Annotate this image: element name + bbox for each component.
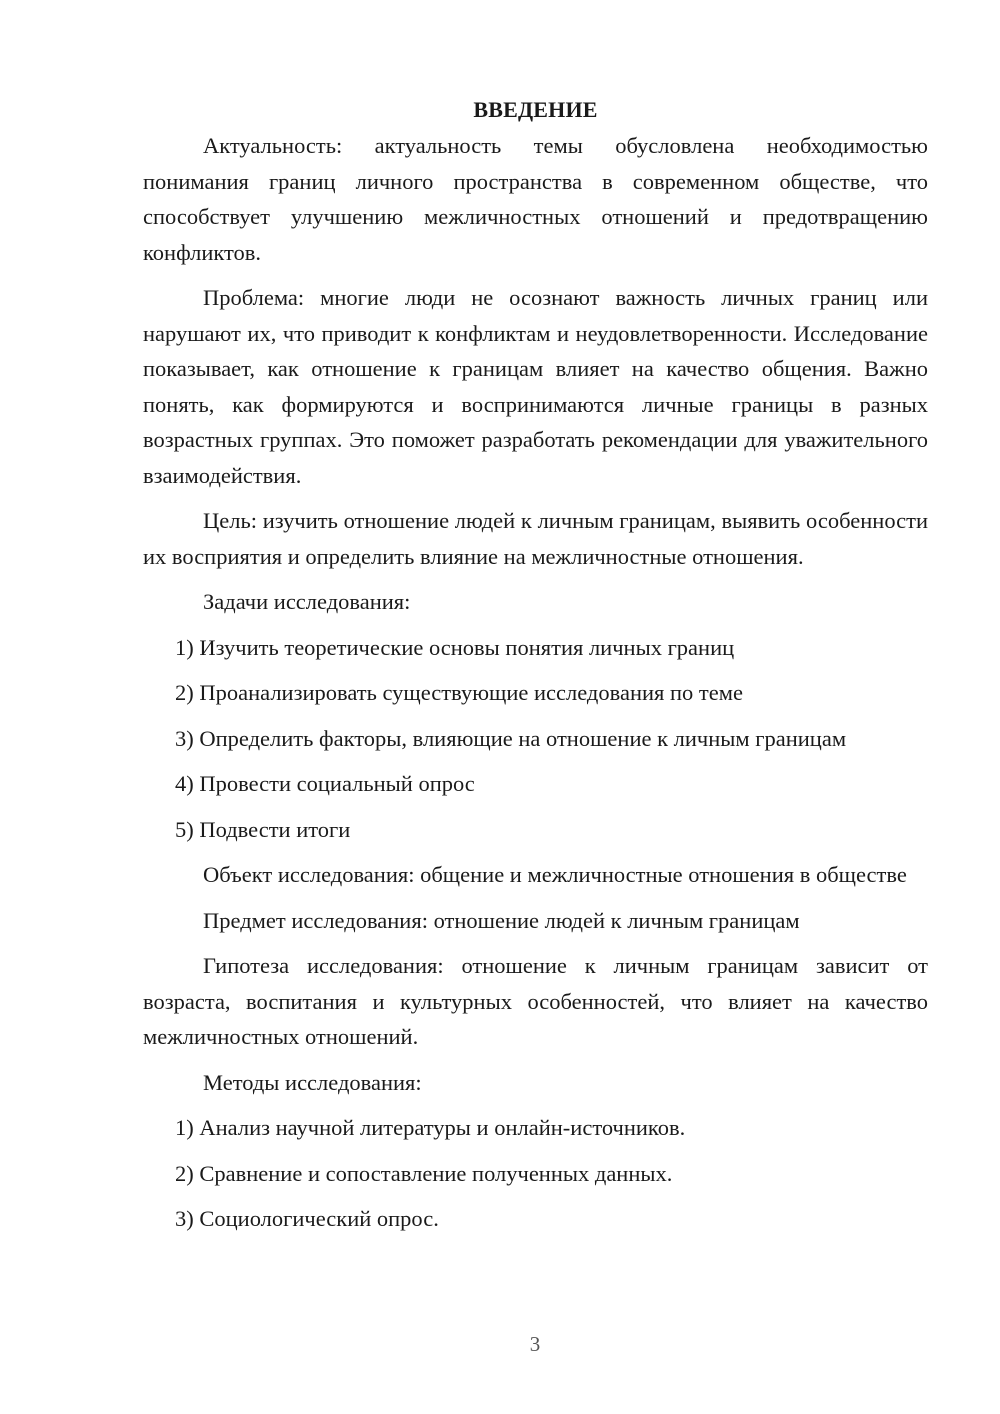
method-item: 2) Сравнение и сопоставление полученных данных. xyxy=(175,1160,673,1186)
hypothesis-paragraph: Гипотеза исследования: отношение к личным границам зависит от возраста, воспитания и культурных особенностей, что влияет на качество межличностных отношений. xyxy=(143,953,928,1049)
relevance-paragraph: Актуальность: актуальность темы обусловлена необходимостью понимания границ личного пространства в современном обществе, что способствует улучшению межличностных отношений и предотвращению конфликтов. xyxy=(143,133,928,265)
tasks-heading: Задачи исследования: xyxy=(203,589,411,614)
tasks-list xyxy=(143,630,928,848)
problem-paragraph: Проблема: многие люди не осознают важность личных границ или нарушают их, что приводит к конфликтам и неудовлетворенности. Исследование показывает, как отношение к границам влияет на качество общения. Важно понять, как формируются и воспринимаются личные границы в разных возрастных группах. Это поможет разработать рекомендации для уважительного взаимодействия. xyxy=(143,285,928,488)
task-item: 5) Подвести итоги xyxy=(175,816,351,842)
task-item: 2) Проанализировать существующие исследования по теме xyxy=(175,680,743,705)
task-item: 3) Определить факторы, влияющие на отношение к личным границам xyxy=(175,725,847,751)
document-page xyxy=(143,94,928,1247)
object-paragraph: Объект исследования: общение и межличностные отношения в обществе xyxy=(203,862,907,887)
task-item: 4) Провести социальный опрос xyxy=(175,771,475,796)
section-title: ВВЕДЕНИЕ xyxy=(473,97,598,122)
methods-heading: Методы исследования: xyxy=(203,1069,422,1095)
subject-paragraph: Предмет исследования: отношение людей к личным границам xyxy=(203,907,800,933)
goal-paragraph: Цель: изучить отношение людей к личным границам, выявить особенности их восприятия и определить влияние на межличностные отношения. xyxy=(143,508,928,569)
method-item: 1) Анализ научной литературы и онлайн-источников. xyxy=(175,1115,686,1140)
methods-list xyxy=(143,1110,928,1237)
method-item: 3) Социологический опрос. xyxy=(175,1206,439,1231)
page-number: 3 xyxy=(529,1332,541,1356)
task-item: 1) Изучить теоретические основы понятия личных границ xyxy=(175,634,735,660)
